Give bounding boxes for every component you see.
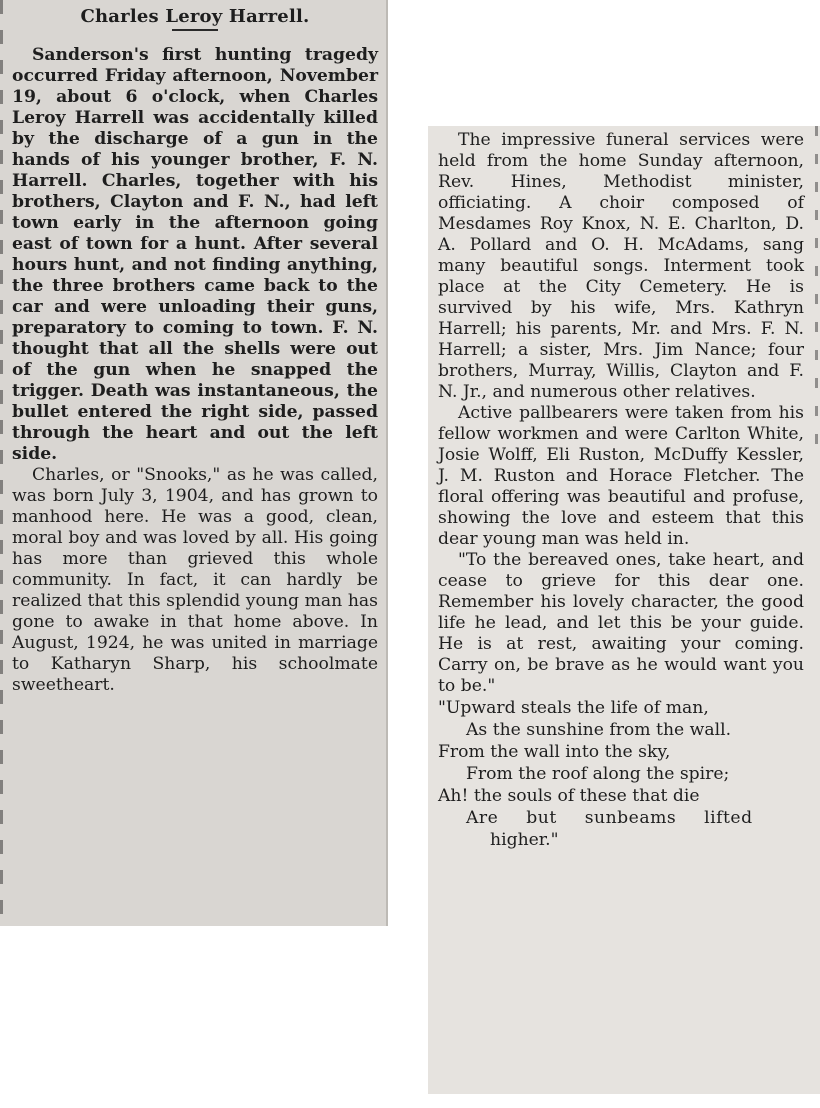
- left-paragraph-2: Charles, or "Snooks," as he was called, was born July 3, 1904, and has grown to manhood here. He was a good, clean, moral boy and was loved by all. His going has more than grieved this whole community. In fact, it can hardly be realized that this splendid young man has gone to awake in that home above. In August, 1924, he was united in marriage to Katharyn Sharp, his schoolmate sweetheart.: [12, 465, 378, 695]
- right-paragraph-2: Active pallbearers were taken from his fellow workmen and were Carlton White, Josie Wolff, Eli Ruston, McDuffy Kessler, J. M. Ruston and Horace Fletcher. The floral offering was beautiful and profuse, showing the love and esteem that this dear young man was held in.: [438, 403, 804, 549]
- clipping-left-column: [0, 0, 388, 926]
- article-headline: Charles Leroy Harrell.: [80, 6, 310, 27]
- poem-line: Are but sunbeams lifted: [466, 808, 753, 828]
- left-paragraph-1: Sanderson's first hunting tragedy occurred Friday afternoon, November 19, about 6 o'clock, when Charles Leroy Harrell was accidentally killed by the discharge of a gun in the hands of his younger brother, F. N. Harrell. Charles, together with his brothers, Clayton and F. N., had left town early in the afternoon going east of town for a hunt. After several hours hunt, and not finding anything, the three brothers came back to the car and were unloading their guns, preparatory to coming to town. F. N. thought that all the shells were out of the gun when he snapped the trigger. Death was instantaneous, the bullet entered the right side, passed through the heart and out the left side.: [12, 45, 378, 464]
- clipping-edge-marks: [815, 126, 818, 456]
- headline-rule: [172, 29, 218, 31]
- poem-line: Ah! the souls of these that die: [438, 786, 700, 806]
- poem-line: As the sunshine from the wall.: [466, 720, 732, 740]
- clipping-right-column: [428, 126, 820, 1094]
- poem-line: higher.": [490, 830, 559, 850]
- poem-line: "Upward steals the life of man,: [438, 698, 709, 718]
- clipping-edge-shadow: [0, 0, 3, 926]
- poem-line: From the wall into the sky,: [438, 742, 671, 762]
- right-paragraph-3: "To the bereaved ones, take heart, and cease to grieve for this dear one. Remember his lovely character, the good life he lead, and let this be your guide. He is at rest, awaiting your coming. Carry on, be brave as he would want you to be.": [438, 550, 804, 696]
- right-paragraph-1: The impressive funeral services were held from the home Sunday afternoon, Rev. Hines, Methodist minister, officiating. A choir composed of Mesdames Roy Knox, N. E. Charlton, D. A. Pollard and O. H. McAdams, sang many beautiful songs. Interment took place at the City Cemetery. He is survived by his wife, Mrs. Kathryn Harrell; his parents, Mr. and Mrs. F. N. Harrell; a sister, Mrs. Jim Nance; four brothers, Murray, Willis, Clayton and F. N. Jr., and numerous other relatives.: [438, 130, 804, 402]
- poem-line: From the roof along the spire;: [466, 764, 730, 784]
- closing-poem: [438, 697, 804, 851]
